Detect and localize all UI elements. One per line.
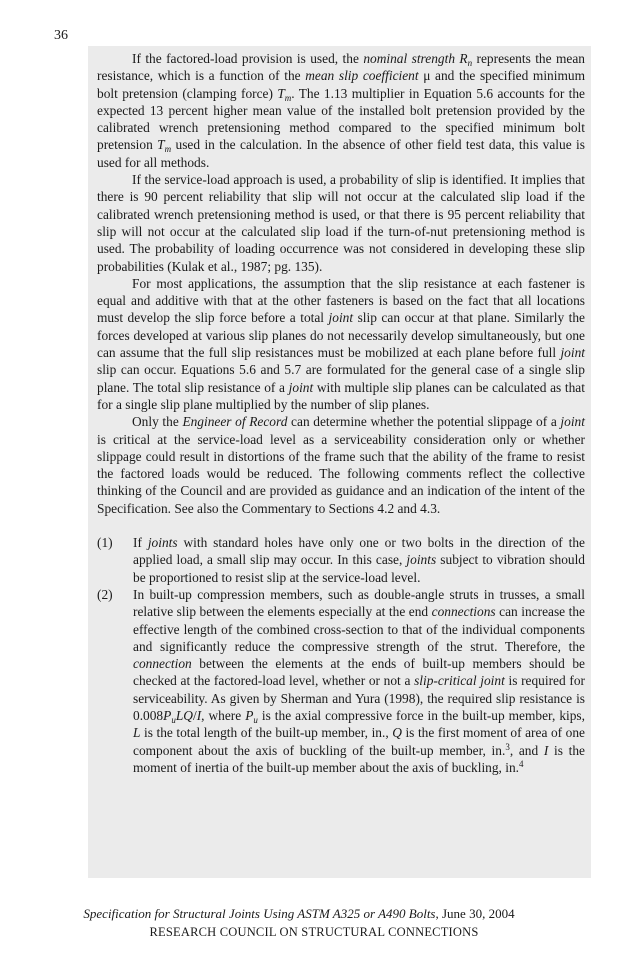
- text: between the elements at the ends of built-up members should be checked at the factored-load level, whether or not a: [133, 656, 585, 689]
- term-mean-slip-coefficient: mean slip coefficient: [305, 68, 419, 84]
- symbol-t: T: [277, 85, 285, 101]
- text: is the total length of the built-up member, in.,: [140, 725, 393, 741]
- text: represents the mean resistance, which is a function of the: [97, 51, 585, 84]
- term-slip-critical-joint: slip-critical joint: [414, 673, 505, 689]
- page-number: 36: [54, 28, 68, 43]
- text: μ and the specified minimum bolt pretension (clamping force): [97, 68, 585, 101]
- text: In built-up compression members, such as double-angle struts in trusses, a small relative slip between the elements especially at the end: [133, 586, 585, 620]
- footer-title: [0, 906, 638, 922]
- symbol-i: I: [543, 742, 549, 758]
- term-joint: joint: [288, 379, 314, 395]
- text: is critical at the service-load level as a serviceability consideration only or whether slippage could result in distortions of the frame such that the ability of the frame to resist the factored loads would be reduced. The following comments reflect the collective thinking of the Council and are provided as guidance and an indication of the intent of the Specification. See also the Commentary to Sections 4.2 and 4.3.: [97, 431, 585, 516]
- footer-spec-title: Specification for Structural Joints Using ASTM A325 or A490 Bolts: [83, 906, 436, 921]
- subscript: m: [164, 144, 172, 155]
- text: If the factored-load provision is used, the: [132, 51, 364, 66]
- superscript: 4: [519, 758, 524, 769]
- list-item: [97, 586, 585, 776]
- symbol-i: I: [196, 707, 202, 723]
- symbol-l: L: [133, 725, 141, 741]
- symbol-q: Q: [392, 725, 402, 741]
- symbol-t: T: [157, 137, 165, 153]
- text: is required for serviceability. As given by Sherman and Yura (1998), the required slip resistance is 0.008: [133, 673, 585, 723]
- text: slip can occur at that plane. Similarly the forces developed at various slip planes do not necessarily develop simultaneously, but one can assume that the full slip resistances must be mobilized at each plane before full: [97, 310, 585, 361]
- text: . The 1.13 multiplier in Equation 5.6 accounts for the expected 13 percent higher mean value of the installed bolt pretension provided by the calibrated wrench pretensioning method compared to the specified minimum bolt pretension: [97, 85, 586, 153]
- text: slip can occur. Equations 5.6 and 5.7 are formulated for the general case of a single slip plane. The total slip resistance of a: [97, 362, 585, 395]
- text: is the moment of inertia of the built-up member about the axis of buckling, in.: [133, 742, 585, 775]
- text: For most applications, the assumption that the slip resistance at each fastener is equal and additive with that at the other fasteners is based on the fact that all locations must develop the slip force before a total: [97, 275, 585, 326]
- text: with standard holes have only one or two bolts in the direction of the applied load, a small slip may occur. In this case,: [133, 535, 585, 568]
- list-item-number: (1): [97, 535, 113, 551]
- footer-date: , June 30, 2004: [435, 906, 515, 921]
- text: used in the calculation. In the absence of other field test data, this value is used for all methods.: [97, 137, 585, 170]
- term-connections: connections: [431, 604, 496, 620]
- text: Only the: [132, 414, 183, 430]
- text: with multiple slip planes can be calculated as that for a single slip plane multiplied by the number of slip planes.: [97, 379, 585, 412]
- paragraph-1: [97, 50, 585, 171]
- text: , where: [201, 707, 246, 723]
- text: is the first moment of area of one component about the axis of buckling of the built-up member, in.: [133, 725, 585, 758]
- numbered-list: [97, 534, 585, 776]
- text: subject to vibration should be proportioned to resist slip at the service-load level.: [133, 552, 585, 585]
- paragraph-2: If the service-load approach is used, a probability of slip is identified. It implies that there is 90 percent reliability that slip will not occur at the calculated slip load if the calibrated wrench pretensioning method is used, or that there is 95 percent reliability that slip will not occur at the calculated slip load if the turn-of-nut pretensioning method is used. The probability of loading occurrence was not considered in developing these slip probabilities (Kulak et al., 1987; pg. 135).: [97, 172, 585, 274]
- term-joint: joint: [328, 310, 354, 326]
- list-item: [97, 534, 585, 586]
- text: If: [133, 535, 148, 551]
- term-joints: joints: [406, 552, 437, 568]
- text: , and: [509, 742, 544, 758]
- subscript: m: [284, 92, 292, 103]
- term-engineer-of-record: Engineer of Record: [182, 414, 288, 430]
- symbol-p: P: [245, 707, 254, 723]
- subscript: n: [467, 58, 473, 68]
- symbol-lq: LQ: [175, 707, 193, 723]
- term-joint: joint: [560, 345, 585, 361]
- commentary-content: [97, 50, 585, 776]
- symbol-p: P: [163, 707, 172, 723]
- text: can increase the effective length of the combined cross-section to that of the individual components and significantly reduce the compressive strength of the strut. Therefore, the: [133, 604, 585, 654]
- subscript: u: [253, 714, 258, 725]
- text: is the axial compressive force in the built-up member, kips,: [257, 707, 585, 723]
- text: can determine whether the potential slippage of a: [287, 414, 561, 430]
- text: /: [192, 707, 197, 723]
- paragraph-3: [97, 275, 585, 413]
- list-item-number: (2): [97, 586, 113, 602]
- list-item-text: [133, 586, 585, 776]
- term-joint: joint: [560, 414, 585, 430]
- term-nominal-strength: nominal strength R: [363, 51, 468, 66]
- term-joints: joints: [147, 535, 178, 551]
- paragraph-4: [97, 413, 585, 517]
- subscript: u: [171, 714, 176, 725]
- list-item-text: [133, 534, 585, 586]
- superscript: 3: [505, 741, 510, 752]
- term-connection: connection: [133, 656, 192, 672]
- footer-organization: RESEARCH COUNCIL ON STRUCTURAL CONNECTIONS: [149, 925, 479, 939]
